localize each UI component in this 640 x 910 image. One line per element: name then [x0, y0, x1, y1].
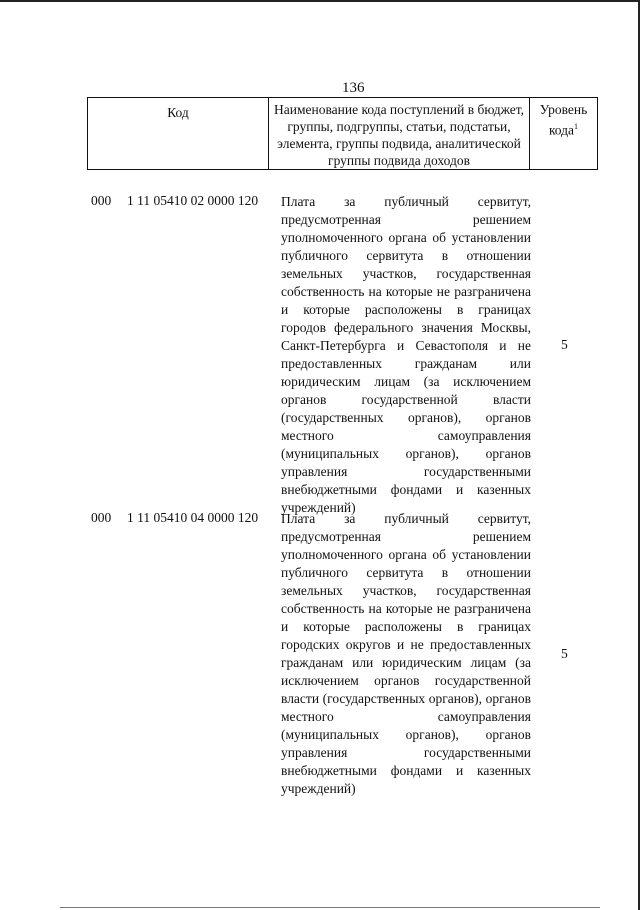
budget-code: 1 11 05410 04 0000 120 [127, 510, 259, 525]
admin-code: 000 [91, 193, 112, 208]
code-level: 5 [561, 646, 568, 661]
budget-code: 1 11 05410 02 0000 120 [127, 193, 259, 208]
header-code: Код [88, 98, 269, 170]
header-level: Уровень кода [539, 102, 588, 138]
revenue-name: Плата за публичный сервитут, предусмотренная решением уполномоченного органа об установлении публичного сервитута в отношении земельных участков, государственная собственность на которые не разграничена и которые расположены в границах городов федерального значения Москвы, Санкт-Петербурга и Севастополя и не предоставленных гражданам или юридическим лицам (за исключением органов государственной власти (государственных органов), органов местного самоуправления (муниципальных органов), органов управления государственными внебюджетными фондами и казенных учреждений) [281, 194, 531, 515]
scan-edge-bottom [60, 907, 600, 908]
header-row [88, 98, 598, 170]
scan-edge-top [0, 0, 640, 2]
revenue-name: Плата за публичный сервитут, предусмотренная решением уполномоченного органа об установлении публичного сервитута в отношении земельных участков, государственная собственность на которые не разграничена и которые расположены в границах городских округов и не предоставленных гражданам или юридическим лицам (за исключением органов государственной власти (государственных органов), органов местного самоуправления (муниципальных органов), органов управления государственными внебюджетными фондами и казенных учреждений) [281, 511, 531, 796]
header-level-cell [530, 98, 598, 170]
header-level-footnote: 1 [574, 122, 579, 131]
page-number: 136 [342, 80, 365, 96]
admin-code: 000 [91, 510, 112, 525]
code-level: 5 [561, 337, 568, 352]
header-table [87, 97, 598, 170]
header-name: Наименование кода поступлений в бюджет, группы, подгруппы, статьи, подстатьи, элемента, группы подвида, аналитической группы подвида доходов [269, 98, 530, 170]
